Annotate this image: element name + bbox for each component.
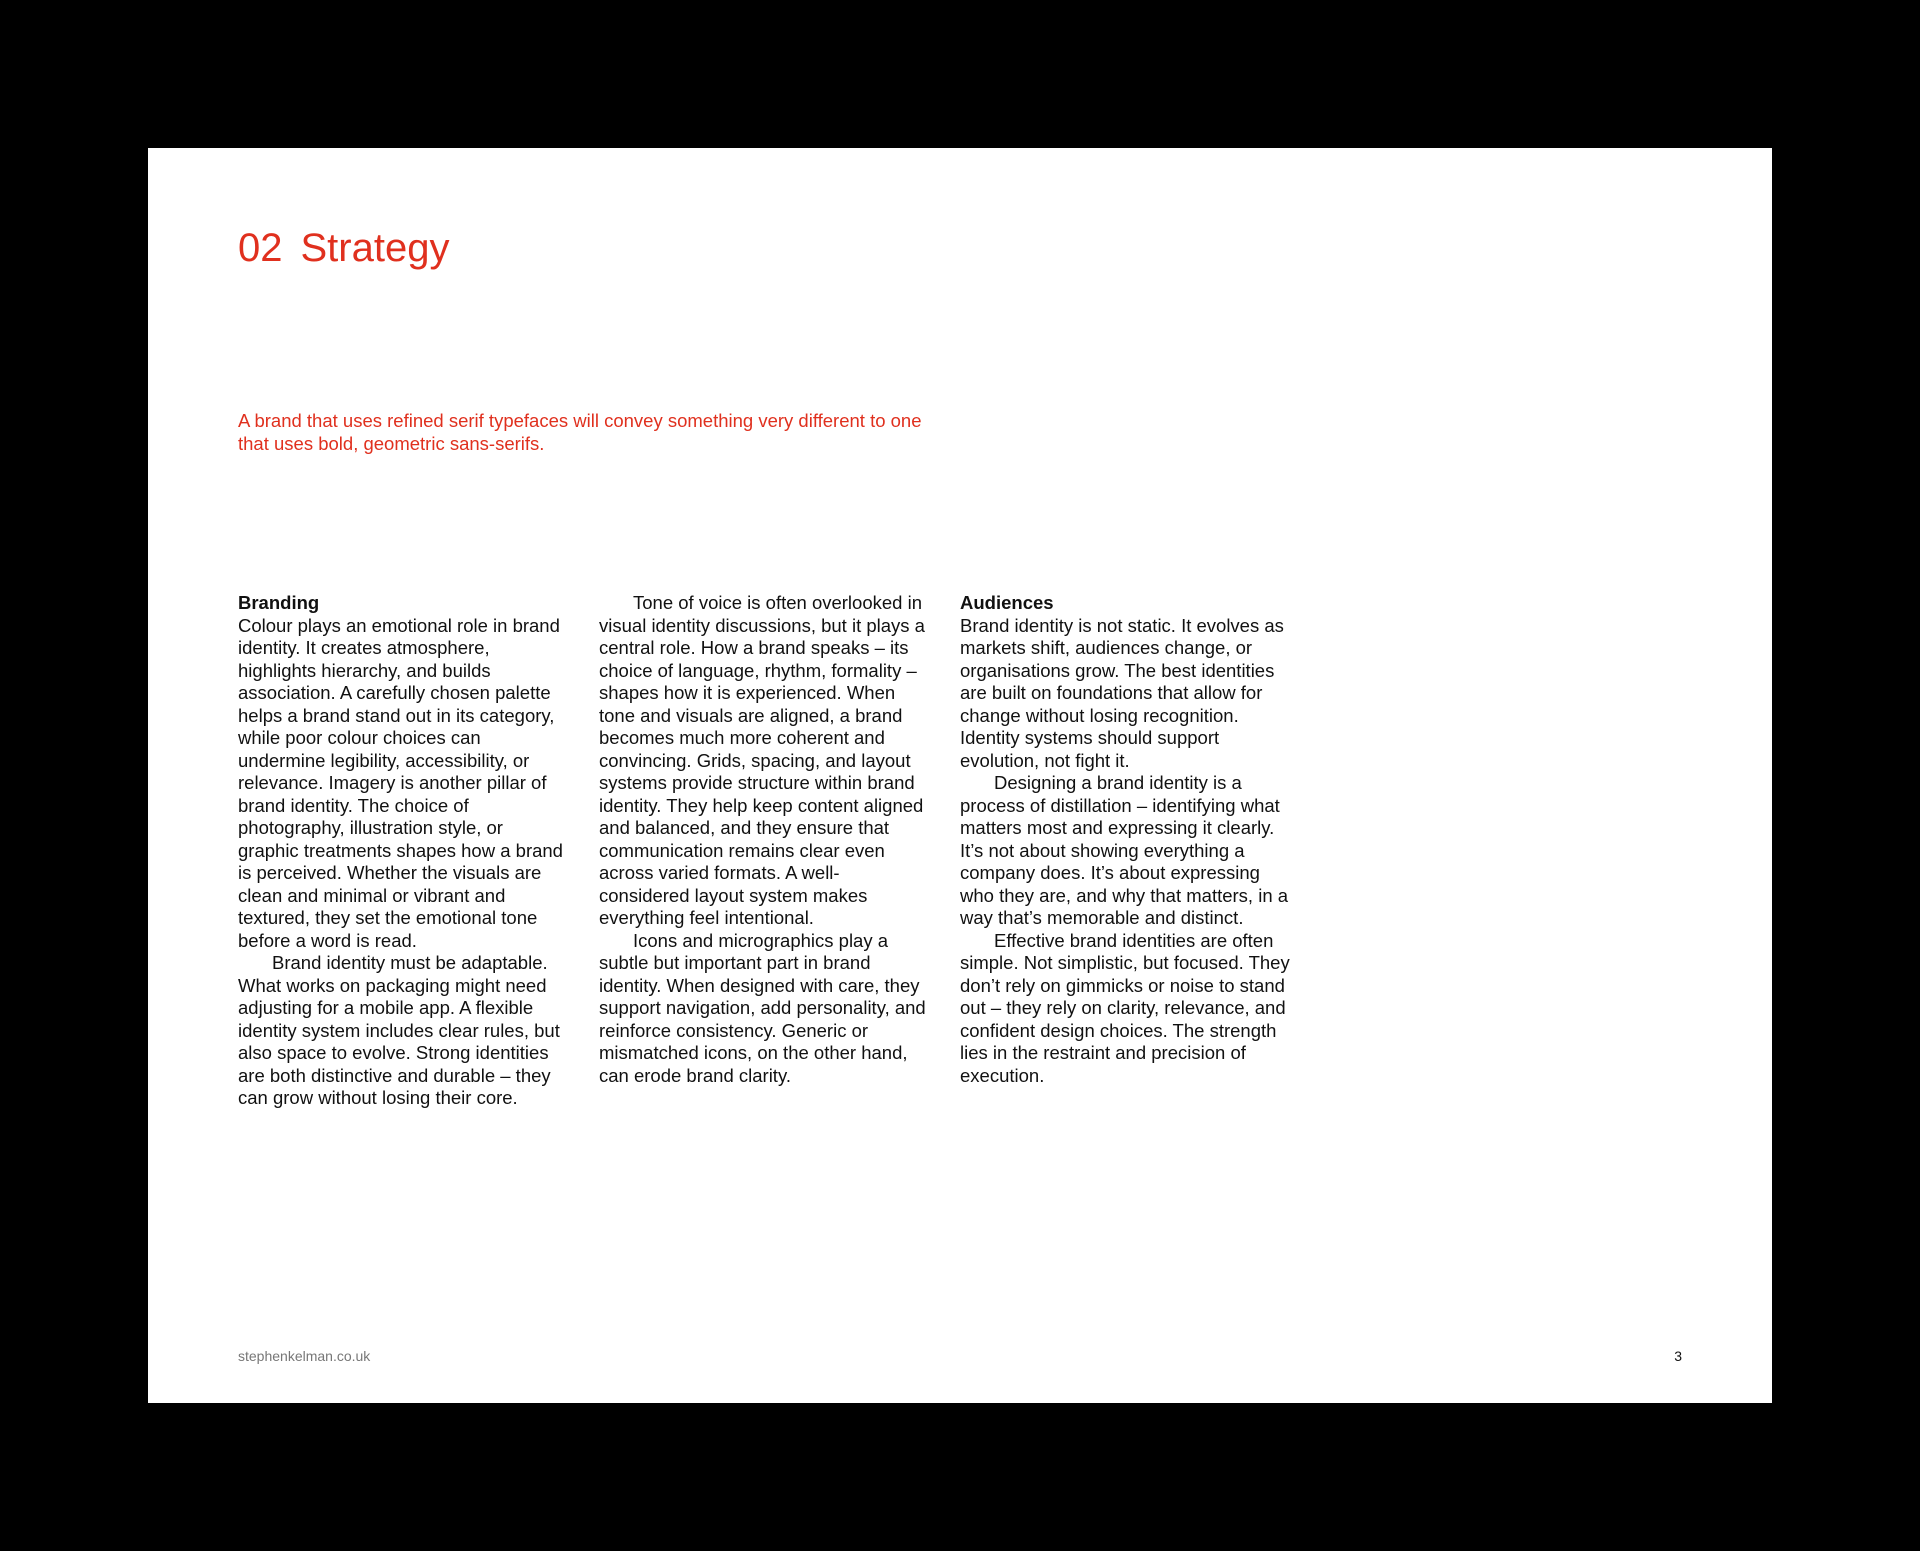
tone-paragraph-1: Tone of voice is often overlooked in visual identity discussions, but it plays a central role. How a brand speaks – its choice of language, rhythm, formality – shapes how it is experienced. When tone and visuals are aligned, a brand becomes much more coherent and convincing. Grids, spacing, and layout systems provide structure within brand identity. They help keep content aligned and balanced, and they ensure that communication remains clear even across varied formats. A well-considered layout system makes everything feel intentional. — [599, 592, 925, 928]
branding-paragraph-2: Brand identity must be adaptable. What works on packaging might need adjusting for a mobile app. A flexible identity system includes clear rules, but also space to evolve. Strong identities are both distinctive and durable – they can grow without losing their core. — [238, 952, 560, 1108]
page-title — [238, 226, 449, 270]
heading-audiences: Audiences — [960, 592, 1054, 613]
page-number: 3 — [1674, 1348, 1682, 1364]
section-number: 02 — [238, 226, 283, 270]
column-branding — [238, 592, 568, 1110]
audiences-paragraph-3: Effective brand identities are often simple. Not simplistic, but focused. They don’t rely on gimmicks or noise to stand out – they rely on clarity, relevance, and confident design choices. The strength lies in the restraint and precision of execution. — [960, 929, 1290, 1086]
column-tone — [599, 592, 929, 1087]
audiences-paragraph-1: Brand identity is not static. It evolves as markets shift, audiences change, or organisations grow. The best identities are built on foundations that allow for change without losing recognition. Identity systems should support evolution, not fight it. — [960, 614, 1284, 771]
section-title: Strategy — [300, 226, 450, 270]
intro-statement: A brand that uses refined serif typefaces will convey something very different to one that uses bold, geometric sans-serifs. — [238, 410, 922, 454]
document-page — [148, 148, 1772, 1403]
audiences-paragraph-2: Designing a brand identity is a process of distillation – identifying what matters most and expressing it clearly. It’s not about showing everything a company does. It’s about expressing who they are, and why that matters, in a way that’s memorable and distinct. — [960, 772, 1289, 928]
footer-website: stephenkelman.co.uk — [238, 1348, 371, 1364]
heading-branding: Branding — [238, 592, 320, 613]
column-audiences — [960, 592, 1290, 1087]
branding-paragraph-1: Colour plays an emotional role in brand identity. It creates atmosphere, highlights hierarchy, and builds association. A carefully chosen palette helps a brand stand out in its category, while poor colour choices can undermine legibility, accessibility, or relevance. Imagery is another pillar of brand identity. The choice of photography, illustration style, or graphic treatments shapes how a brand is perceived. Whether the visuals are clean and minimal or vibrant and textured, they set the emotional tone before a word is read. — [238, 614, 563, 951]
tone-paragraph-2: Icons and micrographics play a subtle but important part in brand identity. When designed with care, they support navigation, add personality, and reinforce consistency. Generic or mismatched icons, on the other hand, can erode brand clarity. — [599, 929, 926, 1086]
